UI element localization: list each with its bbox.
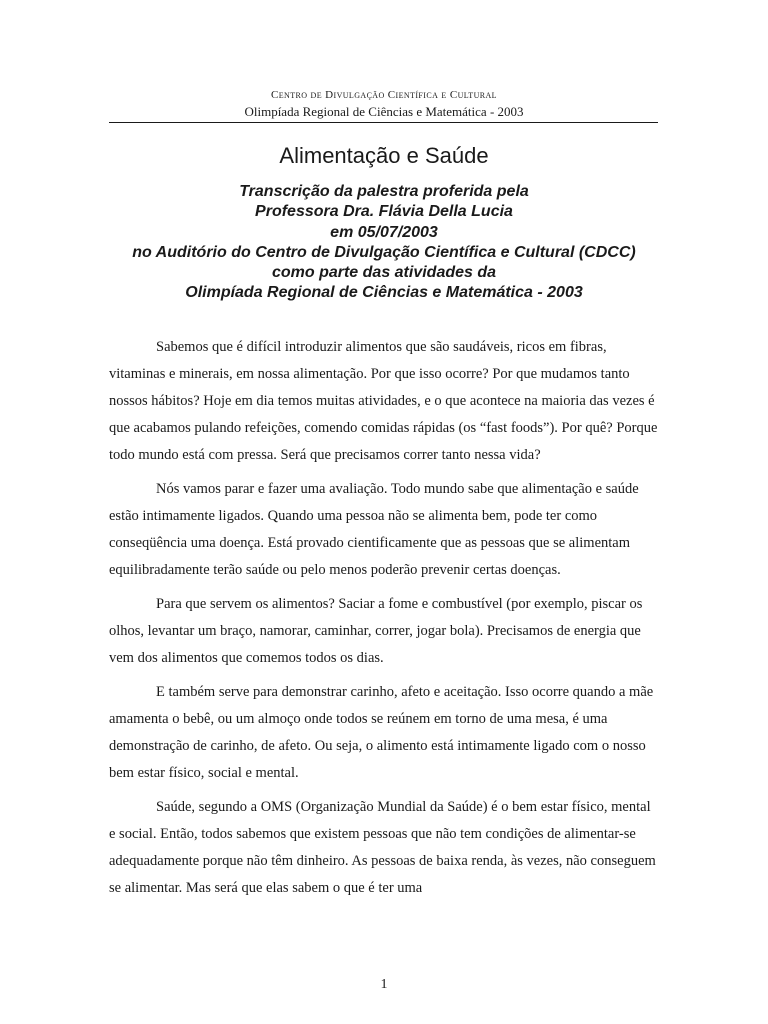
paragraph: Nós vamos parar e fazer uma avaliação. Todo mundo sabe que alimentação e saúde estão intimamente ligados. Quando uma pessoa não se alimenta bem, pode ter como conseqüência uma doença. Está provado cientificamente que as pessoas que se alimentam equilibradamente terão saúde ou pelo menos poderão prevenir certas doenças. — [109, 481, 639, 578]
body-text — [109, 334, 659, 909]
paragraph: Sabemos que é difícil introduzir alimentos que são saudáveis, ricos em fibras, vitaminas e minerais, em nossa alimentação. Por que isso ocorre? Por que mudamos tanto nossos hábitos? Hoje em dia temos muitas atividades, e o que acontece na maioria das vezes é que acabamos pulando refeições, comendo comidas rápidas (os “fast foods”). Por quê? Porque todo mundo está com pressa. Será que precisamos correr tanto nessa vida? — [109, 339, 658, 463]
page-number: 1 — [380, 977, 388, 992]
header-event: Olimpíada Regional de Ciências e Matemática - 2003 — [244, 104, 524, 119]
paragraph: Saúde, segundo a OMS (Organização Mundial da Saúde) é o bem estar físico, mental e social. Então, todos sabemos que existem pessoas que não tem condições de alimentar-se adequadamente porque não têm dinheiro. As pessoas de baixa renda, às vezes, não conseguem se alimentar. Mas será que elas sabem o que é ter uma — [109, 799, 656, 896]
header-divider — [109, 122, 658, 123]
document-title: Alimentação e Saúde — [279, 143, 489, 168]
subtitle-line: Professora Dra. Flávia Della Lucia — [255, 203, 513, 221]
document-subtitle — [0, 182, 768, 304]
header-institution: Centro de Divulgação Científica e Cultural — [271, 89, 497, 101]
subtitle-line: como parte das atividades da — [271, 264, 497, 282]
subtitle-line: no Auditório do Centro de Divulgação Científica e Cultural (CDCC) — [132, 243, 636, 261]
subtitle-line: Olimpíada Regional de Ciências e Matemática - 2003 — [185, 284, 583, 302]
subtitle-line: Transcrição da palestra proferida pela — [239, 183, 529, 200]
subtitle-line: em 05/07/2003 — [330, 223, 438, 241]
paragraph: Para que servem os alimentos? Saciar a fome e combustível (por exemplo, piscar os olhos, levantar um braço, namorar, caminhar, correr, jogar bola). Precisamos de energia que vem dos alimentos que comemos todos os dias. — [109, 596, 643, 666]
paragraph: E também serve para demonstrar carinho, afeto e aceitação. Isso ocorre quando a mãe amamenta o bebê, ou um almoço onde todos se reúnem em torno de uma mesa, é uma demonstração de carinho, de afeto. Ou seja, o alimento está intimamente ligado com o nosso bem estar físico, social e mental. — [109, 684, 654, 781]
